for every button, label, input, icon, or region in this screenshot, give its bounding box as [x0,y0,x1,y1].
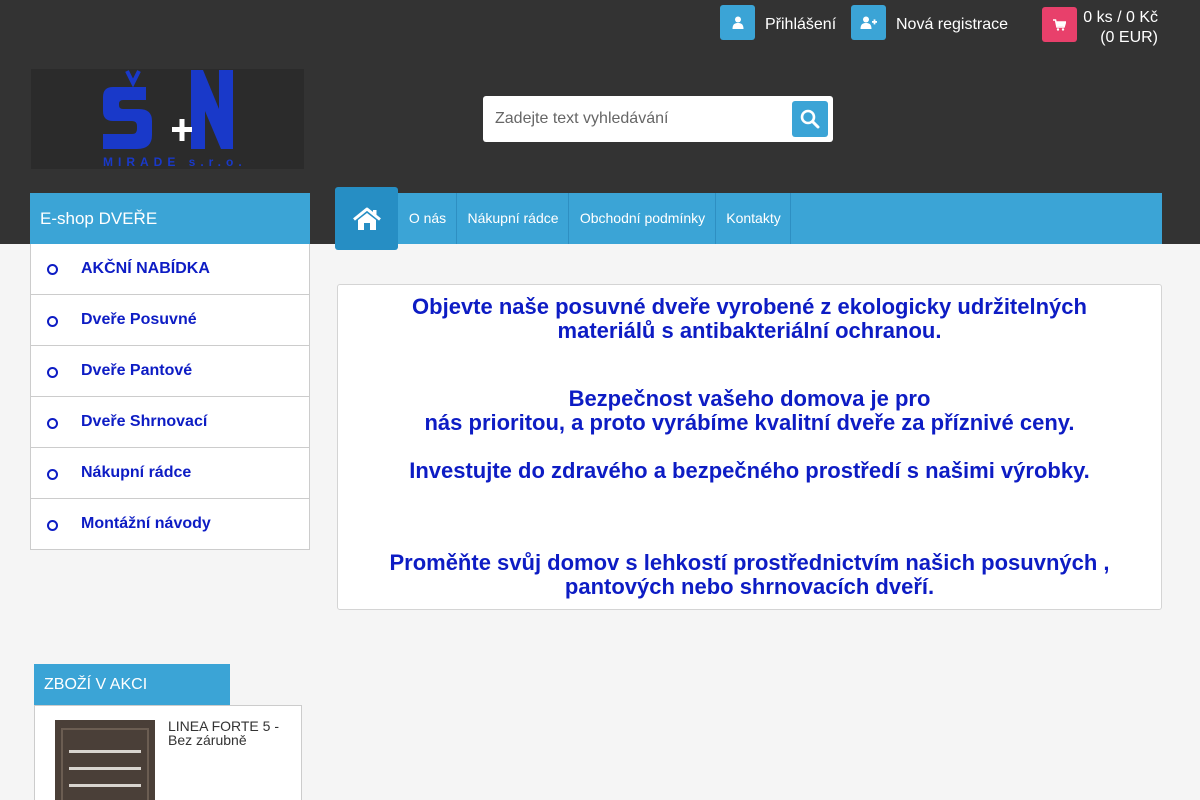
sidebar-item-akcni-nabidka[interactable] [31,244,309,294]
cart-price-eur: (0 EUR) [1100,29,1158,46]
circle-bullet-icon [47,367,58,378]
search-button[interactable] [792,101,828,137]
login-button[interactable] [720,5,755,40]
circle-bullet-icon [47,418,58,429]
home-icon [353,207,381,231]
intro-panel [337,284,1162,610]
promo-title: ZBOŽÍ V AKCI [34,664,230,705]
cart-button[interactable] [1042,7,1077,42]
home-button[interactable] [335,187,398,250]
sidebar-menu [30,244,310,550]
circle-bullet-icon [47,316,58,327]
sidebar-item-dvere-pantove[interactable] [31,345,309,396]
intro-paragraph-transform: Proměňte svůj domov s lehkostí prostřednictvím našich posuvných , pantových nebo shrnovacích dveří. [389,550,1110,599]
mirade-logo [31,69,304,169]
logo[interactable] [31,69,304,169]
user-plus-icon [860,16,877,29]
cart-icon [1053,19,1066,31]
register-button[interactable] [851,5,886,40]
nav-item-o-nas[interactable]: O nás [399,193,457,244]
intro-paragraph-safety-1: Bezpečnost vašeho domova je pro [568,386,931,411]
promo-product-card[interactable] [34,705,302,800]
sidebar-title: E-shop DVEŘE [30,193,310,244]
product-name-link[interactable]: LINEA FORTE 5 - Bez zárubně [168,718,279,748]
search-box [483,96,833,142]
circle-bullet-icon [47,469,58,480]
door-product-image[interactable] [55,720,155,800]
circle-bullet-icon [47,520,58,531]
cart-summary[interactable] [1082,8,1158,48]
user-icon [732,16,744,29]
intro-paragraph-safety-2: nás prioritou, a proto vyrábíme kvalitní dveře za příznivé ceny. [424,410,1075,435]
sidebar-item-label: AKČNÍ NABÍDKA [81,260,210,277]
search-input[interactable] [483,96,788,142]
intro-paragraph-invest: Investujte do zdravého a bezpečného prostředí s našimi výrobky. [409,458,1090,483]
sidebar-item-label: Dveře Shrnovací [81,413,208,430]
sidebar-item-label: Dveře Posuvné [81,311,197,328]
search-icon [800,109,820,129]
circle-bullet-icon [47,264,58,275]
sidebar-item-label: Nákupní rádce [81,464,192,481]
sidebar-item-nakupni-radce[interactable] [31,447,309,498]
cart-count-price: 0 ks / 0 Kč [1083,9,1158,26]
register-label[interactable]: Nová registrace [896,16,1009,33]
sidebar-item-dvere-shrnovaci[interactable] [31,396,309,447]
sidebar-item-label: Montážní návody [81,515,211,532]
intro-paragraph-materials: Objevte naše posuvné dveře vyrobené z ekologicky udržitelných materiálů s antibakteriální ochranou. [412,294,1087,343]
nav-item-obchodni-podminky[interactable]: Obchodní podmínky [570,193,716,244]
nav-item-kontakty[interactable]: Kontakty [717,193,791,244]
login-label[interactable]: Přihlášení [765,16,837,33]
nav-item-nakupni-radce[interactable]: Nákupní rádce [458,193,569,244]
sidebar-item-label: Dveře Pantové [81,362,193,379]
sidebar-item-montazni-navody[interactable] [31,498,309,549]
svg-text:MIRADE s.r.o.: MIRADE s.r.o. [103,155,247,169]
sidebar-item-dvere-posuvne[interactable] [31,294,309,345]
